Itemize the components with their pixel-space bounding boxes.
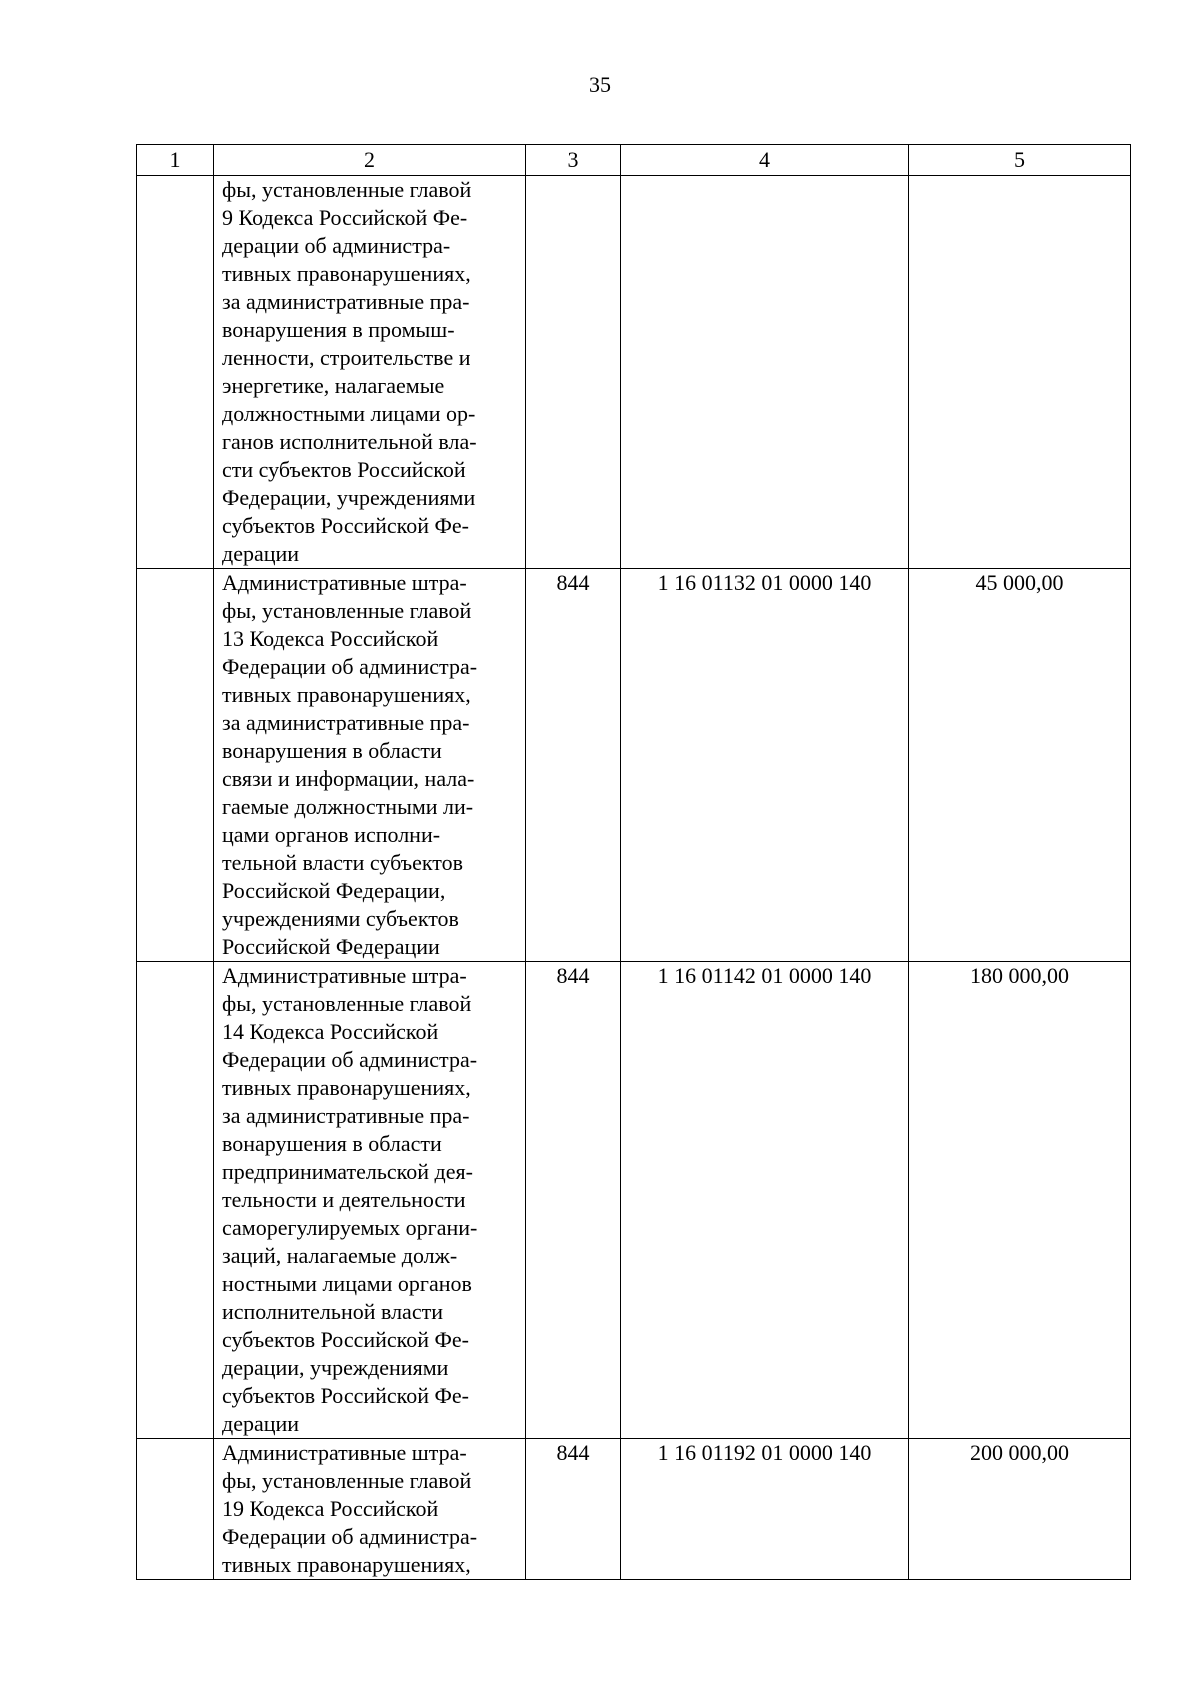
table-row: [137, 1439, 1131, 1580]
description-line: тивных правонарушениях,: [222, 1075, 471, 1100]
amount-cell: 200 000,00: [909, 1439, 1131, 1580]
admin-code-cell: 844: [526, 1439, 621, 1580]
description-line: тивных правонарушениях,: [222, 1552, 471, 1577]
description-line: заций, налагаемые долж-: [222, 1243, 458, 1268]
description-line: за административные пра-: [222, 289, 470, 314]
admin-code-cell: 844: [526, 569, 621, 962]
amount-cell: [909, 176, 1131, 569]
description-line: тельности и деятельности: [222, 1187, 466, 1212]
header-col-3: 3: [526, 145, 621, 176]
description-line: предпринимательской дея-: [222, 1159, 473, 1184]
description-line: фы, установленные главой: [222, 177, 472, 202]
description-line: связи и информации, нала-: [222, 766, 475, 791]
description-line: Федерации, учреждениями: [222, 485, 476, 510]
header-col-1: 1: [137, 145, 214, 176]
description-line: за административные пра-: [222, 710, 470, 735]
description-cell: [214, 1439, 526, 1580]
description-cell: [214, 962, 526, 1439]
description-line: вонарушения в области: [222, 1131, 442, 1156]
description-cell: [214, 569, 526, 962]
table-row: [137, 569, 1131, 962]
income-code-cell: 1 16 01132 01 0000 140: [621, 569, 909, 962]
description-line: тивных правонарушениях,: [222, 682, 471, 707]
row-number-cell: [137, 962, 214, 1439]
description-line: ганов исполнительной вла-: [222, 429, 477, 454]
budget-table: [136, 144, 1131, 1580]
description-line: 19 Кодекса Российской: [222, 1496, 439, 1521]
description-line: 14 Кодекса Российской: [222, 1019, 439, 1044]
description-line: Административные штра-: [222, 570, 467, 595]
table-row: [137, 176, 1131, 569]
description-line: энергетике, налагаемые: [222, 373, 445, 398]
row-number-cell: [137, 569, 214, 962]
description-line: дерации: [222, 541, 300, 566]
description-line: должностными лицами ор-: [222, 401, 476, 426]
header-col-2: 2: [214, 145, 526, 176]
description-line: сти субъектов Российской: [222, 457, 466, 482]
amount-cell: 45 000,00: [909, 569, 1131, 962]
description-line: Российской Федерации,: [222, 878, 446, 903]
description-line: тивных правонарушениях,: [222, 261, 471, 286]
description-line: исполнительной власти: [222, 1299, 443, 1324]
description-line: за административные пра-: [222, 1103, 470, 1128]
amount-cell: 180 000,00: [909, 962, 1131, 1439]
page-number: 35: [589, 72, 611, 97]
description-line: учреждениями субъектов: [222, 906, 459, 931]
description-line: тельной власти субъектов: [222, 850, 464, 875]
description-line: гаемые должностными ли-: [222, 794, 474, 819]
admin-code-cell: 844: [526, 962, 621, 1439]
description-line: фы, установленные главой: [222, 991, 472, 1016]
description-line: ностными лицами органов: [222, 1271, 472, 1296]
description-line: Федерации об администра-: [222, 654, 478, 679]
row-number-cell: [137, 1439, 214, 1580]
description-line: субъектов Российской Фе-: [222, 513, 469, 538]
row-number-cell: [137, 176, 214, 569]
description-line: субъектов Российской Фе-: [222, 1327, 469, 1352]
description-line: 9 Кодекса Российской Фе-: [222, 205, 468, 230]
description-line: фы, установленные главой: [222, 598, 472, 623]
description-line: саморегулируемых органи-: [222, 1215, 478, 1240]
income-code-cell: [621, 176, 909, 569]
income-code-cell: 1 16 01142 01 0000 140: [621, 962, 909, 1439]
description-line: фы, установленные главой: [222, 1468, 472, 1493]
description-line: дерации: [222, 1411, 300, 1436]
description-line: цами органов исполни-: [222, 822, 441, 847]
description-line: Федерации об администра-: [222, 1524, 478, 1549]
description-line: дерации об администра-: [222, 233, 451, 258]
table-row: [137, 962, 1131, 1439]
income-code-cell: 1 16 01192 01 0000 140: [621, 1439, 909, 1580]
description-line: вонарушения в области: [222, 738, 442, 763]
description-line: Российской Федерации: [222, 934, 440, 959]
description-line: Административные штра-: [222, 963, 467, 988]
description-line: Административные штра-: [222, 1440, 467, 1465]
description-line: дерации, учреждениями: [222, 1355, 449, 1380]
header-col-4: 4: [621, 145, 909, 176]
admin-code-cell: [526, 176, 621, 569]
header-col-5: 5: [909, 145, 1131, 176]
description-line: субъектов Российской Фе-: [222, 1383, 469, 1408]
header-row: [137, 145, 1131, 176]
description-cell: [214, 176, 526, 569]
description-line: ленности, строительстве и: [222, 345, 471, 370]
description-line: 13 Кодекса Российской: [222, 626, 439, 651]
description-line: вонарушения в промыш-: [222, 317, 455, 342]
description-line: Федерации об администра-: [222, 1047, 478, 1072]
